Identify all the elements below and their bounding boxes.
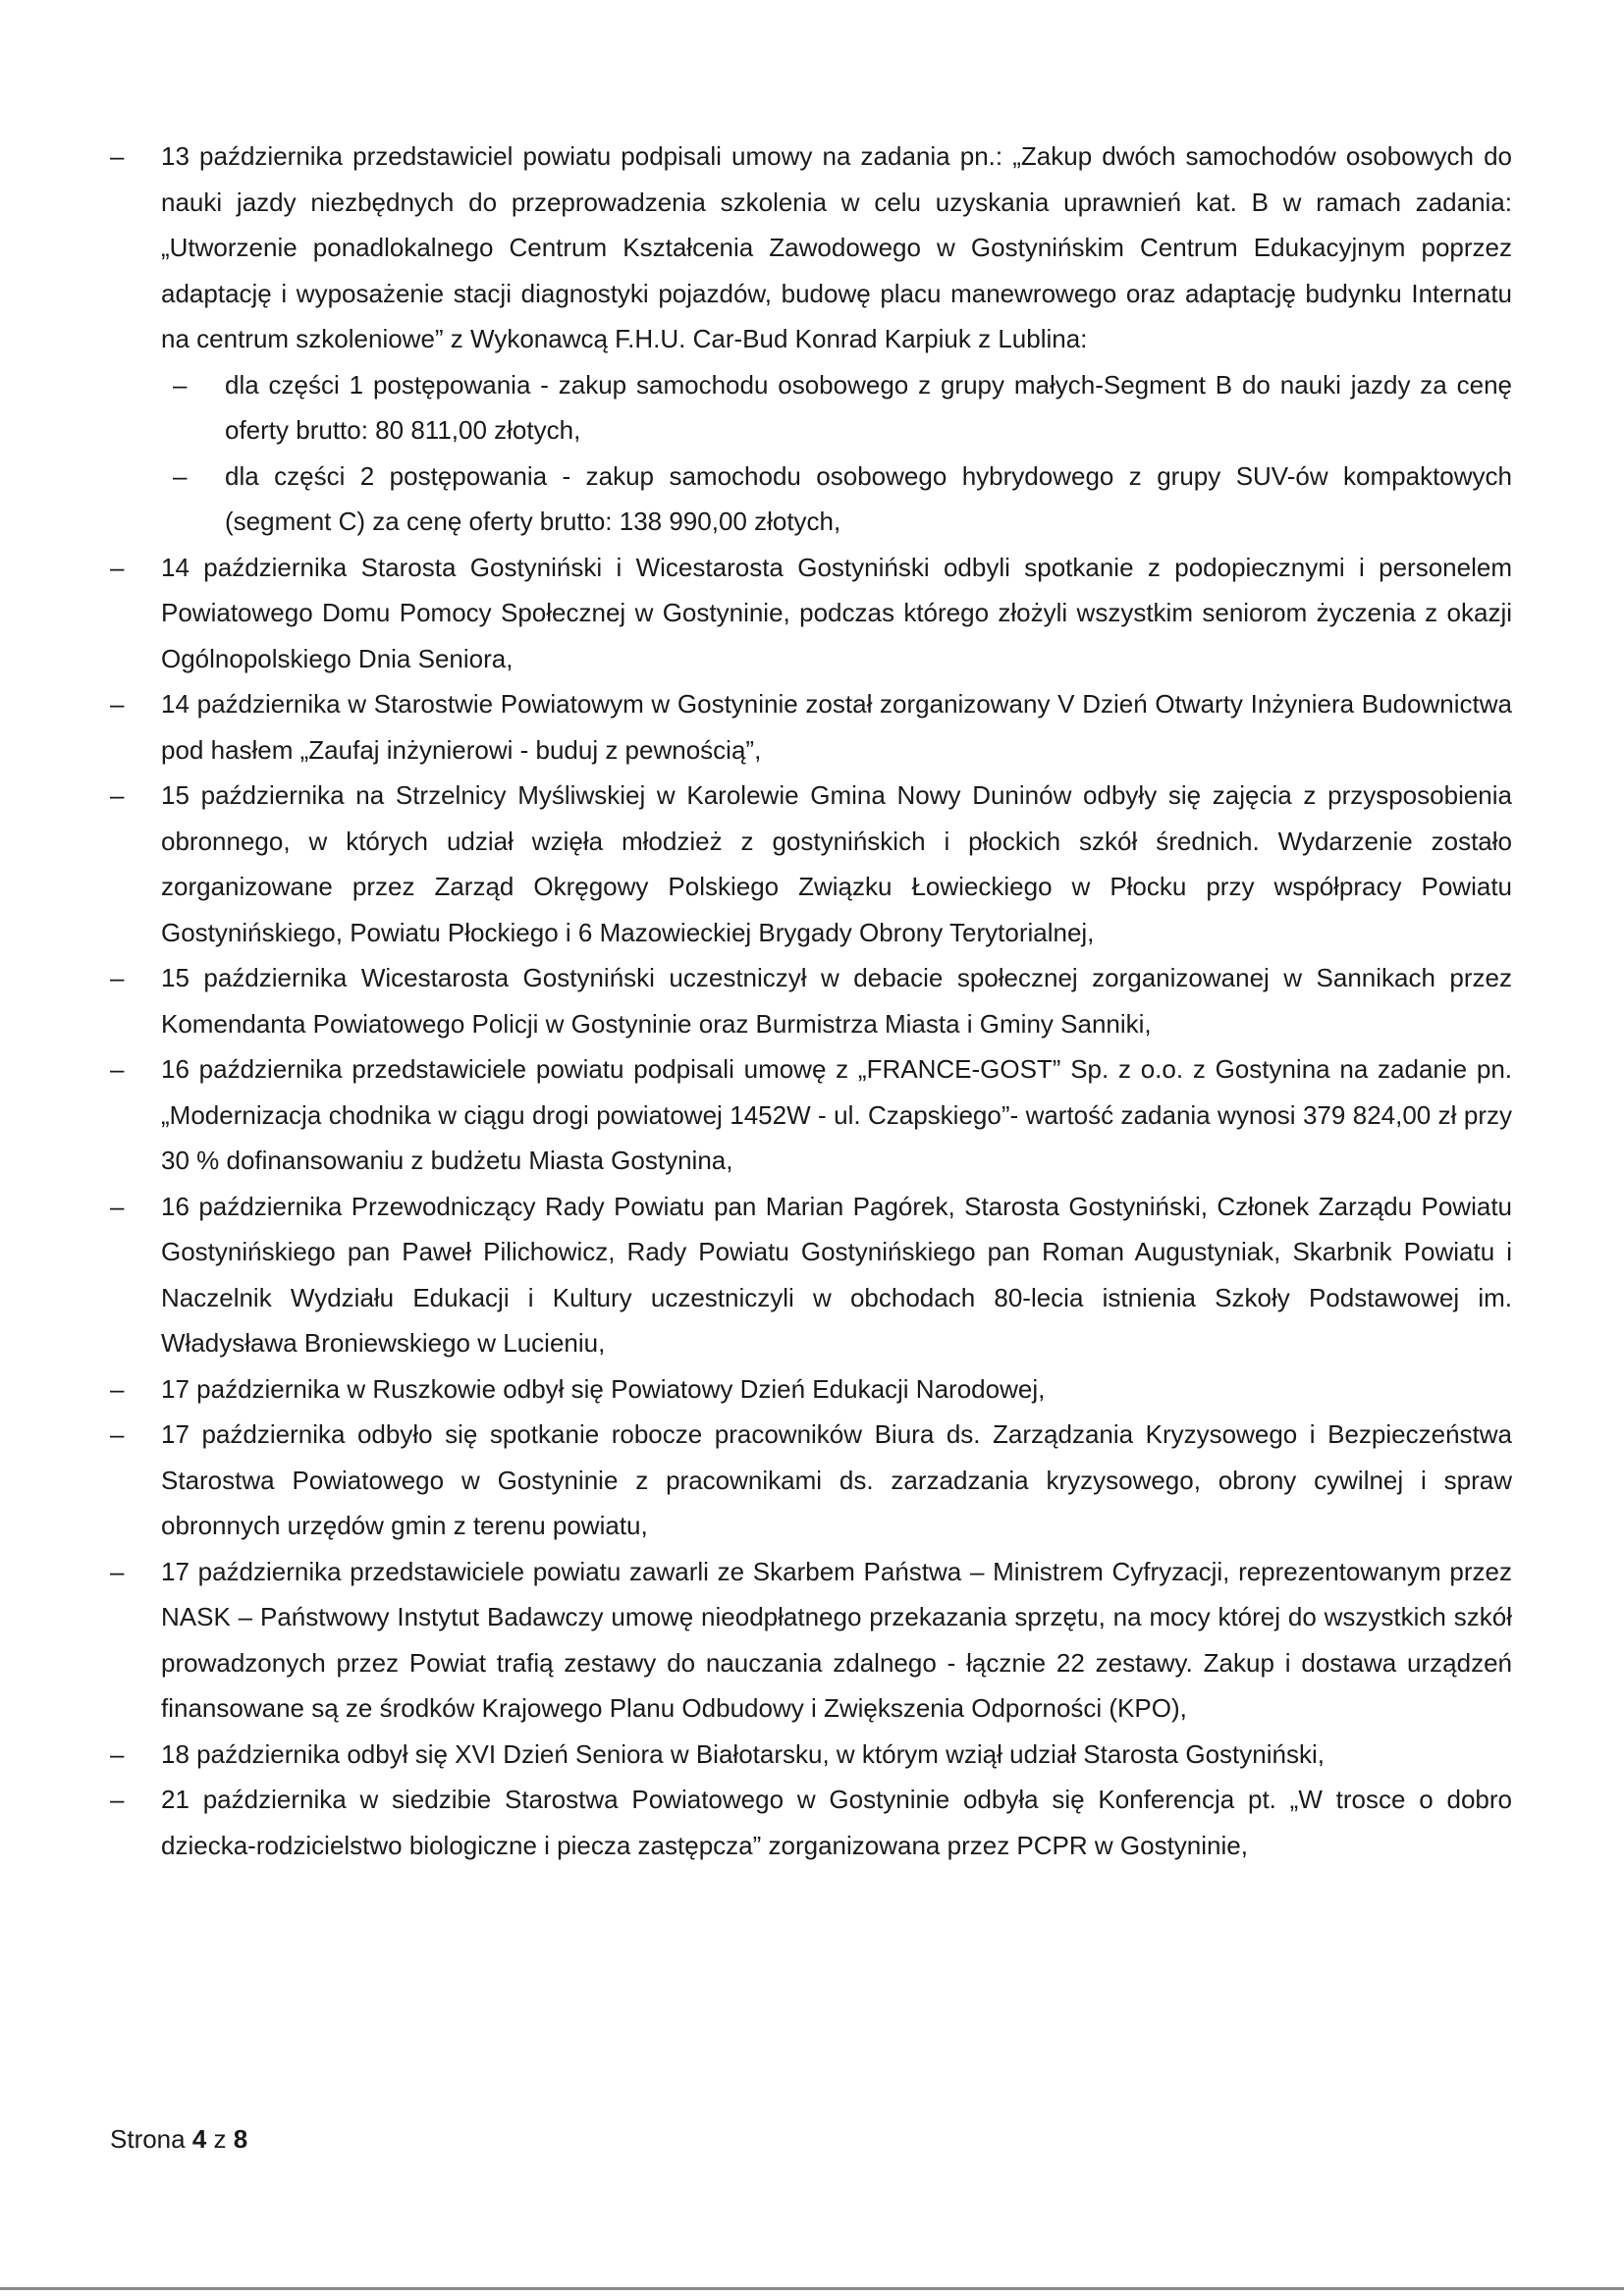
list-item [110, 133, 1512, 362]
list-item-text: 17 października w Ruszkowie odbył się Powiatowy Dzień Edukacji Narodowej, [161, 1373, 1046, 1404]
list-dash: – [110, 1373, 125, 1404]
list-dash: – [110, 1738, 125, 1769]
list-item [110, 545, 1512, 682]
list-item-text: 14 października w Starostwie Powiatowym w Gostyninie został zorganizowany V Dzień Otwarty Inżyniera Budownictwa pod hasłem „Zaufaj inżynierowi - buduj z pewnością”, [161, 689, 1512, 765]
list-dash: – [173, 460, 188, 491]
list-item [110, 1412, 1512, 1549]
list-item [110, 955, 1512, 1046]
sub-list-item [110, 362, 1512, 454]
page-footer [110, 2122, 247, 2156]
list-item [110, 1777, 1512, 1868]
list-dash: – [110, 1054, 125, 1084]
list-dash: – [110, 1556, 125, 1586]
list-dash: – [110, 1419, 125, 1449]
list-dash: – [110, 1191, 125, 1221]
list-dash: – [110, 963, 125, 992]
list-dash: – [110, 141, 125, 171]
page-number: 4 [191, 2124, 207, 2154]
list-item-text: 17 października przedstawiciele powiatu zawarli ze Skarbem Państwa – Ministrem Cyfryzacji, reprezentowanym przez NASK – Państwowy Instytut Badawczy umowę nieodpłatnego przekazania sprzętu, na mocy której do wszystkich szkół prowadzonych przez Powiat trafią zestawy do nauczania zdalnego - łącznie 22 zestawy. Zakup i dostawa urządzeń finansowane są ze środków Krajowego Planu Odbudowy i Zwiększenia Odporności (KPO), [161, 1556, 1512, 1723]
list-item-text: 15 października na Strzelnicy Myśliwskiej w Karolewie Gmina Nowy Duninów odbyły się zajęcia z przysposobienia obronnego, w których udział wzięła młodzież z gostynińskich i płockich szkół średnich. Wydarzenie zostało zorganizowane przez Zarząd Okręgowy Polskiego Związku Łowieckiego w Płocku przy współpracy Powiatu Gostynińskiego, Powiatu Płockiego i 6 Mazowieckiej Brygady Obrony Terytorialnej, [161, 780, 1512, 947]
list-item-text: 15 października Wicestarosta Gostyniński uczestniczył w debacie społecznej zorganizowanej w Sannikach przez Komendanta Powiatowego Policji w Gostyninie oraz Burmistrza Miasta i Gminy Sanniki, [161, 963, 1512, 1039]
list-item-text: 17 października odbyło się spotkanie robocze pracowników Biura ds. Zarządzania Kryzysowego i Bezpieczeństwa Starostwa Powiatowego w Gostyninie z pracownikami ds. zarzadzania kryzysowego, obrony cywilnej i spraw obronnych urzędów gmin z terenu powiatu, [161, 1419, 1512, 1540]
list-item [110, 1732, 1512, 1778]
list-item [110, 681, 1512, 773]
list-item-text: 18 października odbył się XVI Dzień Seniora w Białotarsku, w którym wziął udział Starosta Gostyniński, [161, 1738, 1325, 1769]
sub-list-item [110, 454, 1512, 545]
list-item [110, 1046, 1512, 1184]
list-dash: – [110, 552, 125, 582]
list-item [110, 773, 1512, 955]
list-dash: – [173, 369, 188, 400]
list-dash: – [110, 1785, 125, 1814]
list-item-text: dla części 2 postępowania - zakup samochodu osobowego hybrydowego z grupy SUV-ów kompaktowych (segment C) za cenę oferty brutto: 138 990,00 złotych, [225, 460, 1512, 536]
list-item [110, 1549, 1512, 1732]
list-dash: – [110, 780, 125, 810]
list-item-text: 16 października Przewodniczący Rady Powiatu pan Marian Pagórek, Starosta Gostyniński, Członek Zarządu Powiatu Gostynińskiego pan Paweł Pilichowicz, Rady Powiatu Gostynińskiego pan Roman Augustyniak, Skarbnik Powiatu i Naczelnik Wydziału Edukacji i Kultury uczestniczyli w obchodach 80-lecia istnienia Szkoły Podstawowej im. Władysława Broniewskiego w Lucieniu, [161, 1191, 1512, 1358]
list-item-text: 21 października w siedzibie Starostwa Powiatowego w Gostyninie odbyła się Konferencja pt. „W trosce o dobro dziecka-rodzicielstwo biologiczne i piecza zastępcza” zorganizowana przez PCPR w Gostyninie, [161, 1785, 1512, 1860]
report-list [110, 133, 1512, 1868]
list-dash: – [110, 689, 125, 719]
page-label: Strona [110, 2124, 186, 2154]
list-item-text: 16 października przedstawiciele powiatu podpisali umowę z „FRANCE-GOST” Sp. z o.o. z Gostynina na zadanie pn. „Modernizacja chodnika w ciągu drogi powiatowej 1452W - ul. Czapskiego”- wartość zadania wynosi 379 824,00 zł przy 30 % dofinansowaniu z budżetu Miasta Gostynina, [161, 1054, 1512, 1175]
list-item [110, 1366, 1512, 1413]
page-separator: z [213, 2124, 227, 2154]
list-item-text: 13 października przedstawiciel powiatu podpisali umowy na zadania pn.: „Zakup dwóch samochodów osobowych do nauki jazdy niezbędnych do przeprowadzenia szkolenia w celu uzyskania uprawnień kat. B w ramach zadania: „Utworzenie ponadlokalnego Centrum Kształcenia Zawodowego w Gostynińskim Centrum Edukacyjnym poprzez adaptację i wyposażenie stacji diagnostyki pojazdów, budowę placu manewrowego oraz adaptację budynku Internatu na centrum szkoleniowe” z Wykonawcą F.H.U. Car-Bud Konrad Karpiuk z Lublina: [161, 141, 1512, 353]
list-item-text: dla części 1 postępowania - zakup samochodu osobowego z grupy małych-Segment B do nauki jazdy za cenę oferty brutto: 80 811,00 złotych, [225, 369, 1512, 445]
page-total: 8 [233, 2124, 248, 2154]
list-item [110, 1184, 1512, 1366]
list-item-text: 14 października Starosta Gostyniński i Wicestarosta Gostyniński odbyli spotkanie z podopiecznymi i personelem Powiatowego Domu Pomocy Społecznej w Gostyninie, podczas którego złożyli wszystkim seniorom życzenia z okazji Ogólnopolskiego Dnia Seniora, [161, 552, 1512, 673]
scan-edge-divider [0, 2287, 1624, 2290]
